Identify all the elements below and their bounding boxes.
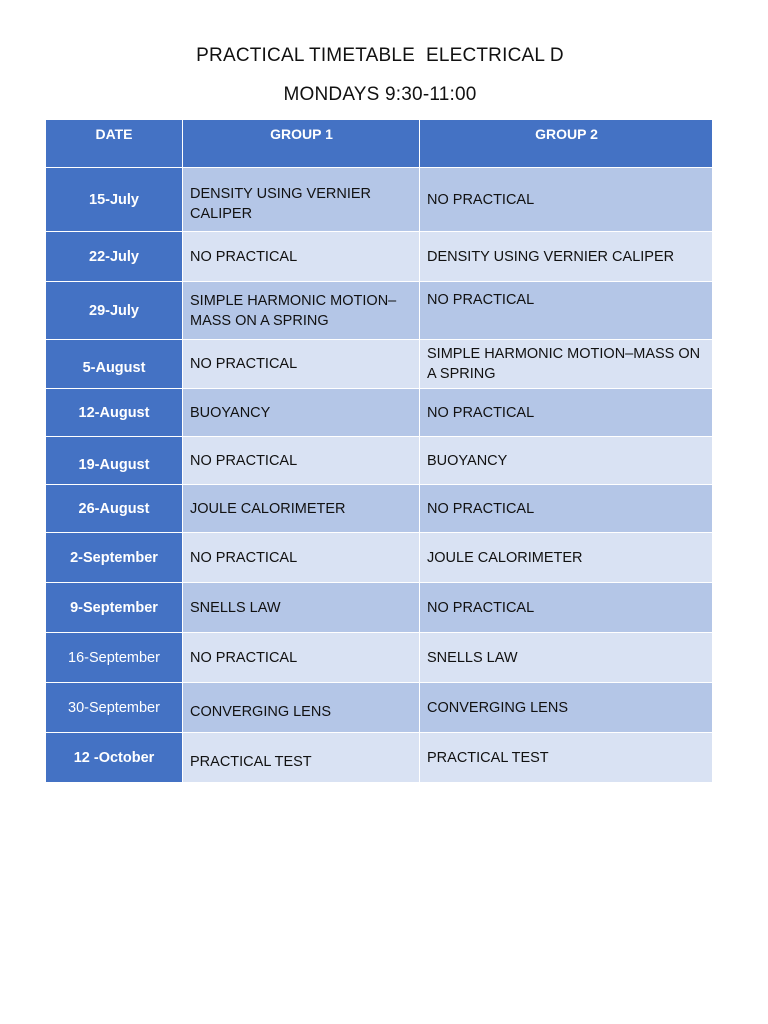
date-cell: 30-September bbox=[46, 683, 183, 732]
group-1-cell: JOULE CALORIMETER bbox=[183, 485, 420, 532]
date-cell: 16-September bbox=[46, 633, 183, 682]
group-1-cell: NO PRACTICAL bbox=[183, 533, 420, 582]
table-row bbox=[46, 389, 712, 437]
group-1-cell: NO PRACTICAL bbox=[183, 437, 420, 484]
group-2-cell: SIMPLE HARMONIC MOTION–MASS ON A SPRING bbox=[420, 340, 712, 388]
table-row bbox=[46, 633, 712, 683]
group-1-cell: DENSITY USING VERNIER CALIPER bbox=[183, 168, 420, 231]
table-row bbox=[46, 340, 712, 389]
date-cell: 2-September bbox=[46, 533, 183, 582]
table-row bbox=[46, 733, 712, 782]
table-row bbox=[46, 533, 712, 583]
column-header-group-1: GROUP 1 bbox=[183, 120, 420, 167]
page-subtitle: MONDAYS 9:30-11:00 bbox=[283, 84, 477, 105]
table-header-row bbox=[46, 120, 712, 168]
date-cell: 29-July bbox=[46, 282, 183, 339]
group-2-cell: DENSITY USING VERNIER CALIPER bbox=[420, 232, 712, 281]
group-1-cell: SIMPLE HARMONIC MOTION–MASS ON A SPRING bbox=[183, 282, 420, 339]
date-cell: 19-August bbox=[46, 437, 183, 484]
group-1-cell: BUOYANCY bbox=[183, 389, 420, 436]
timetable bbox=[46, 120, 712, 782]
group-2-cell: NO PRACTICAL bbox=[420, 389, 712, 436]
group-1-cell: PRACTICAL TEST bbox=[183, 733, 420, 782]
group-1-cell: CONVERGING LENS bbox=[183, 683, 420, 732]
group-2-cell: CONVERGING LENS bbox=[420, 683, 712, 732]
table-row bbox=[46, 683, 712, 733]
table-row bbox=[46, 168, 712, 232]
column-header-date: DATE bbox=[46, 120, 183, 167]
page-title: PRACTICAL TIMETABLE ELECTRICAL D bbox=[196, 45, 564, 66]
table-row bbox=[46, 232, 712, 282]
group-1-cell: NO PRACTICAL bbox=[183, 340, 420, 388]
group-1-cell: SNELLS LAW bbox=[183, 583, 420, 632]
date-cell: 26-August bbox=[46, 485, 183, 532]
date-cell: 9-September bbox=[46, 583, 183, 632]
date-cell: 5-August bbox=[46, 340, 183, 388]
group-2-cell: NO PRACTICAL bbox=[420, 282, 712, 339]
date-cell: 12 -October bbox=[46, 733, 183, 782]
group-2-cell: BUOYANCY bbox=[420, 437, 712, 484]
group-2-cell: SNELLS LAW bbox=[420, 633, 712, 682]
group-2-cell: PRACTICAL TEST bbox=[420, 733, 712, 782]
group-2-cell: JOULE CALORIMETER bbox=[420, 533, 712, 582]
group-1-cell: NO PRACTICAL bbox=[183, 232, 420, 281]
table-row bbox=[46, 437, 712, 485]
date-cell: 15-July bbox=[46, 168, 183, 231]
group-1-cell: NO PRACTICAL bbox=[183, 633, 420, 682]
date-cell: 12-August bbox=[46, 389, 183, 436]
table-row bbox=[46, 485, 712, 533]
table-row bbox=[46, 282, 712, 340]
date-cell: 22-July bbox=[46, 232, 183, 281]
group-2-cell: NO PRACTICAL bbox=[420, 485, 712, 532]
group-2-cell: NO PRACTICAL bbox=[420, 583, 712, 632]
table-row bbox=[46, 583, 712, 633]
column-header-group-2: GROUP 2 bbox=[535, 126, 598, 142]
group-2-cell: NO PRACTICAL bbox=[420, 168, 712, 231]
